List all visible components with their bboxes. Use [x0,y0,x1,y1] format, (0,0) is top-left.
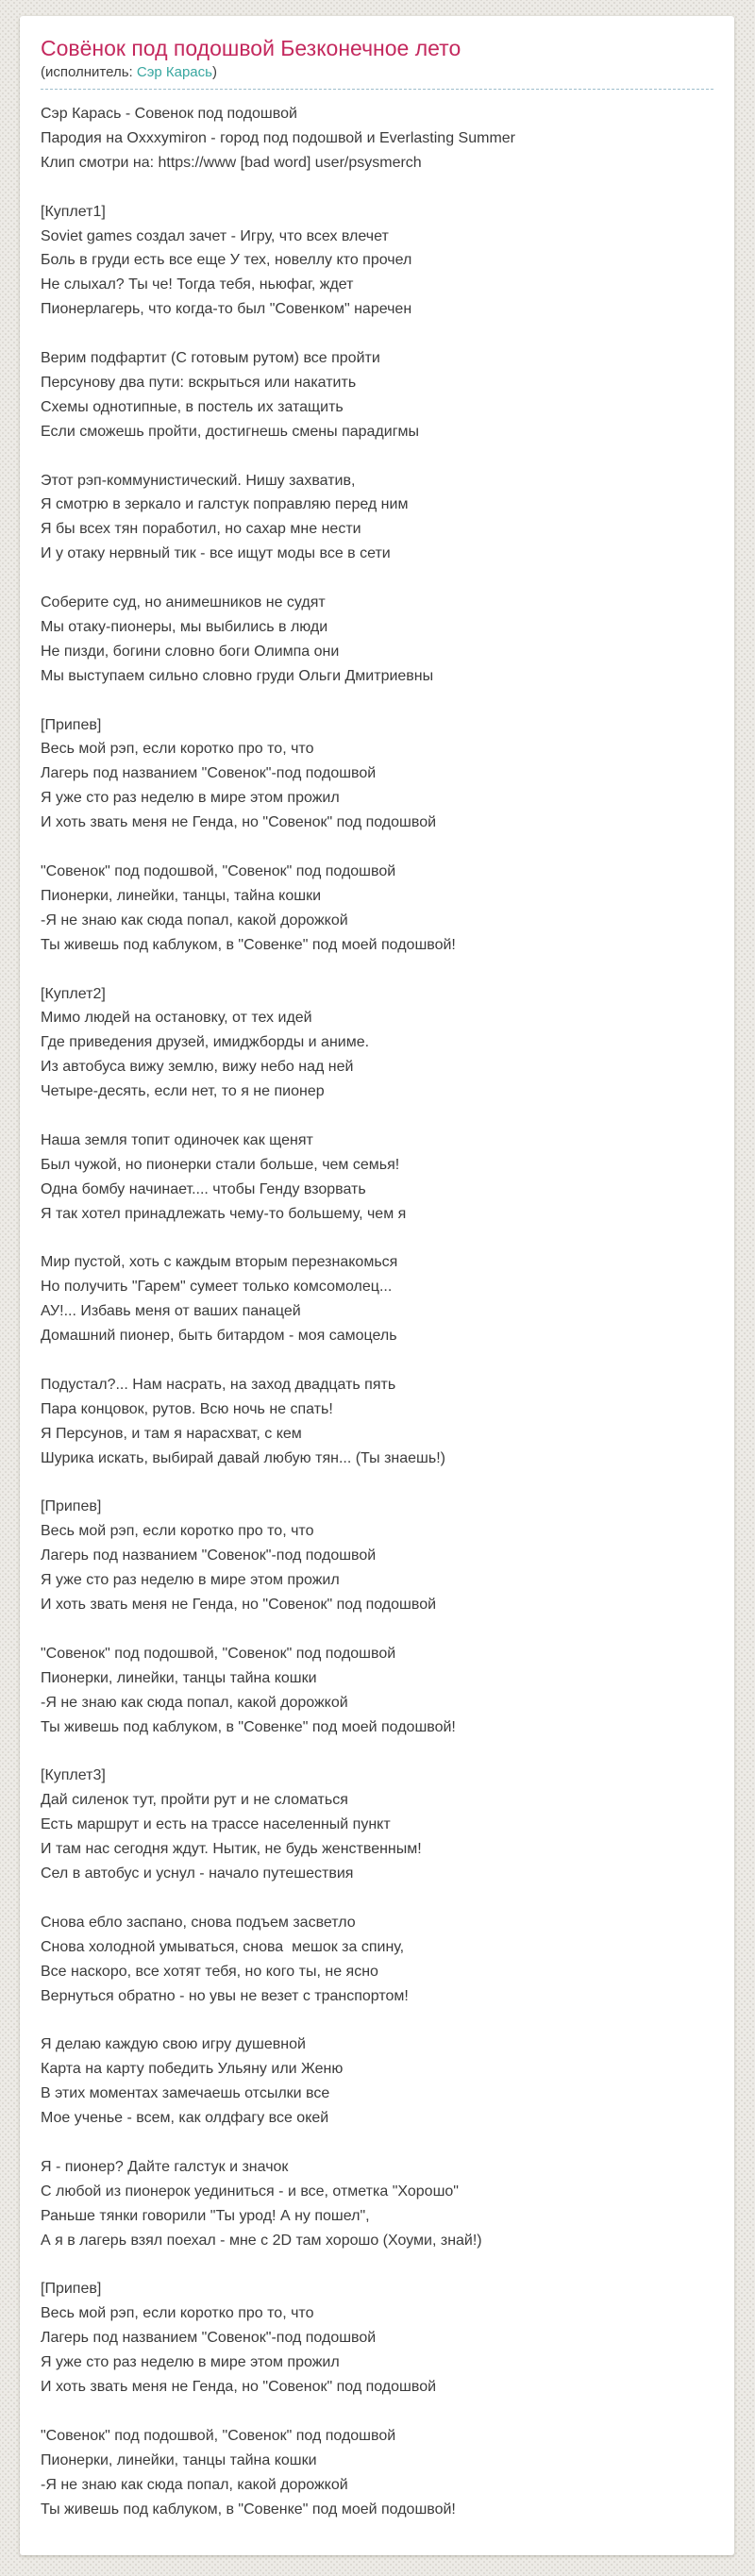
lyrics-line: Дай силенок тут, пройти рут и не сломаться [41,1792,348,1809]
lyrics-line: Пародия на Oxxxymiron - город под подошвой и Everlasting Summer [41,129,515,146]
lyrics-line: Клип смотри на: https://www [bad word] user/psysmerch [41,154,422,171]
lyrics-block [41,1129,713,1227]
lyrics-line: Пара концовок, рутов. Всю ночь не спать! [41,1400,333,1417]
lyrics-line: Не слыхал? Ты че! Тогда тебя, ньюфаг, ждет [41,276,354,293]
lyrics-line: Подустал?... Нам насрать, на заход двадцать пять [41,1376,396,1393]
lyrics-line: -Я не знаю как сюда попал, какой дорожкой [41,1694,348,1711]
lyrics-line: Боль в груди есть все еще У тех, новеллу кто прочел [41,252,412,269]
artist-label: (исполнитель: [41,64,137,80]
lyrics-block [41,102,713,176]
lyrics-line: [Припев] [41,716,102,733]
lyrics-block [41,1495,713,1617]
lyrics-line: Лагерь под названием "Совенок"-под подошвой [41,1547,377,1564]
lyrics-line: Весь мой рэп, если коротко про то, что [41,2305,314,2322]
lyrics-block [41,1911,713,2009]
lyrics-block [41,2032,713,2131]
lyrics-line: Сел в автобус и уснул - начало путешествия [41,1865,354,1882]
lyrics-line: [Куплет1] [41,203,106,220]
lyrics-line: Я смотрю в зеркало и галстук поправляю перед ним [41,496,409,513]
lyrics-line: [Куплет2] [41,985,106,1002]
lyrics-line: Сэр Карась - Совенок под подошвой [41,106,297,122]
page-title: Совёнок под подошвой Безконечное лето [41,36,461,60]
lyrics-line: И хоть звать меня не Генда, но "Совенок" под подошвой [41,1597,437,1614]
lyrics-line: Ты живешь под каблуком, в "Совенке" под моей подошвой! [41,936,456,953]
lyrics-line: С любой из пионерок уединиться - и все, отметка "Хорошо" [41,2183,459,2200]
artist-line [41,63,713,90]
lyrics-block [41,2277,713,2400]
lyrics-line: "Совенок" под подошвой, "Совенок" под подошвой [41,1645,396,1662]
lyrics-line: Я бы всех тян поработил, но сахар мне нести [41,521,361,538]
lyrics-line: Soviet games создал зачет - Игру, что всех влечет [41,227,389,244]
lyrics-line: Пионерлагерь, что когда-то был "Совенком" наречен [41,301,412,318]
lyrics-line: -Я не знаю как сюда попал, какой дорожкой [41,912,348,928]
lyrics-line: Домашний пионер, быть битардом - моя самоцель [41,1328,397,1345]
lyrics-line: А я в лагерь взял поехал - мне с 2D там хорошо (Хоуми, знай!) [41,2232,482,2249]
lyrics-line: Снова холодной умываться, снова мешок за спину, [41,1938,405,1955]
lyrics-block [41,469,713,567]
lyrics-block [41,982,713,1105]
lyrics-line: Я уже сто раз неделю в мире этом прожил [41,2354,340,2371]
lyrics-line: [Куплет3] [41,1767,106,1784]
lyrics-line: И у отаку нервный тик - все ищут моды все в сети [41,545,391,562]
lyrics-line: Я Персунов, и там я нарасхват, с кем [41,1425,302,1442]
lyrics-line: Ты живешь под каблуком, в "Совенке" под моей подошвой! [41,2501,456,2517]
artist-link[interactable]: Сэр Карась [136,64,212,80]
lyrics-line: Лагерь под названием "Совенок"-под подошвой [41,2330,377,2347]
lyrics-block [41,200,713,323]
lyrics-line: [Припев] [41,1498,102,1515]
lyrics-text [41,102,713,2521]
lyrics-line: Мы отаку-пионеры, мы выбились в люди [41,618,328,635]
lyrics-line: Я так хотел принадлежать чему-то большему, чем я [41,1205,407,1222]
lyrics-line: Если сможешь пройти, достигнешь смены парадигмы [41,423,420,440]
lyrics-line: Шурика искать, выбирай давай любую тян... (Ты знаешь!) [41,1449,445,1466]
lyrics-line: Не пизди, богини словно боги Олимпа они [41,643,340,660]
lyrics-line: Снова ебло заспано, снова подъем засветло [41,1914,356,1931]
lyrics-line: Соберите суд, но анимешников не судят [41,594,326,611]
lyrics-line: Мир пустой, хоть с каждым вторым перезнакомься [41,1254,398,1271]
lyrics-line: И хоть звать меня не Генда, но "Совенок" под подошвой [41,814,437,831]
lyrics-line: "Совенок" под подошвой, "Совенок" под подошвой [41,2427,396,2444]
lyrics-block [41,2155,713,2253]
lyrics-line: Раньше тянки говорили "Ты урод! А ну пошел", [41,2207,370,2224]
song-header [41,35,713,90]
lyrics-line: Лагерь под названием "Совенок"-под подошвой [41,765,377,782]
lyrics-line: "Совенок" под подошвой, "Совенок" под подошвой [41,863,396,879]
lyrics-line: Я уже сто раз неделю в мире этом прожил [41,1572,340,1589]
lyrics-line: Я делаю каждую свою игру душевной [41,2036,306,2053]
lyrics-line: [Припев] [41,2281,102,2298]
lyrics-line: АУ!... Избавь меня от ваших панацей [41,1303,301,1320]
lyrics-line: Где приведения друзей, имиджборды и аниме. [41,1034,370,1051]
lyrics-line: Весь мой рэп, если коротко про то, что [41,741,314,758]
lyrics-line: Был чужой, но пионерки стали больше, чем семья! [41,1156,400,1173]
lyrics-panel [20,16,734,2555]
lyrics-line: Пионерки, линейки, танцы тайна кошки [41,1669,317,1686]
lyrics-line: Пионерки, линейки, танцы, тайна кошки [41,887,322,904]
lyrics-line: Одна бомбу начинает.... чтобы Генду взорвать [41,1180,366,1197]
lyrics-line: Этот рэп-коммунистический. Нишу захватив, [41,472,356,489]
lyrics-line: Наша земля топит одиночек как щенят [41,1131,313,1148]
lyrics-line: И там нас сегодня ждут. Нытик, не будь женственным! [41,1841,422,1858]
lyrics-block [41,2424,713,2522]
lyrics-block [41,1250,713,1348]
lyrics-line: Я - пионер? Дайте галстук и значок [41,2158,289,2175]
lyrics-line: Вернуться обратно - но увы не везет с транспортом! [41,1987,409,2004]
lyrics-line: Четыре-десять, если нет, то я не пионер [41,1083,325,1100]
lyrics-block [41,591,713,689]
lyrics-block [41,1764,713,1886]
lyrics-line: И хоть звать меня не Генда, но "Совенок" под подошвой [41,2379,437,2396]
lyrics-line: Но получить "Гарем" сумеет только комсомолец... [41,1279,393,1296]
lyrics-line: Персунову два пути: вскрыться или накатить [41,374,357,391]
lyrics-line: Весь мой рэп, если коротко про то, что [41,1523,314,1540]
lyrics-line: Карта на карту победить Ульяну или Женю [41,2061,344,2078]
lyrics-line: Схемы однотипные, в постель их затащить [41,398,344,415]
lyrics-line: Все наскоро, все хотят тебя, но кого ты, не ясно [41,1963,378,1980]
lyrics-line: Пионерки, линейки, танцы тайна кошки [41,2451,317,2468]
lyrics-line: Есть маршрут и есть на трассе населенный пункт [41,1816,391,1833]
lyrics-block [41,860,713,958]
lyrics-line: -Я не знаю как сюда попал, какой дорожкой [41,2476,348,2493]
lyrics-line: Мое ученье - всем, как олдфагу все окей [41,2110,329,2127]
lyrics-block [41,1642,713,1740]
lyrics-block [41,346,713,444]
lyrics-block [41,713,713,836]
lyrics-line: Из автобуса вижу землю, вижу небо над ней [41,1059,354,1076]
lyrics-line: Мы выступаем сильно словно груди Ольги Дмитриевны [41,667,434,684]
lyrics-line: Ты живешь под каблуком, в "Совенке" под моей подошвой! [41,1718,456,1735]
lyrics-line: Я уже сто раз неделю в мире этом прожил [41,790,340,807]
artist-label-suffix: ) [211,64,217,80]
lyrics-line: Мимо людей на остановку, от тех идей [41,1010,312,1027]
lyrics-block [41,1373,713,1471]
lyrics-line: Верим подфартит (С готовым рутом) все пройти [41,350,380,367]
lyrics-line: В этих моментах замечаешь отсылки все [41,2085,330,2102]
